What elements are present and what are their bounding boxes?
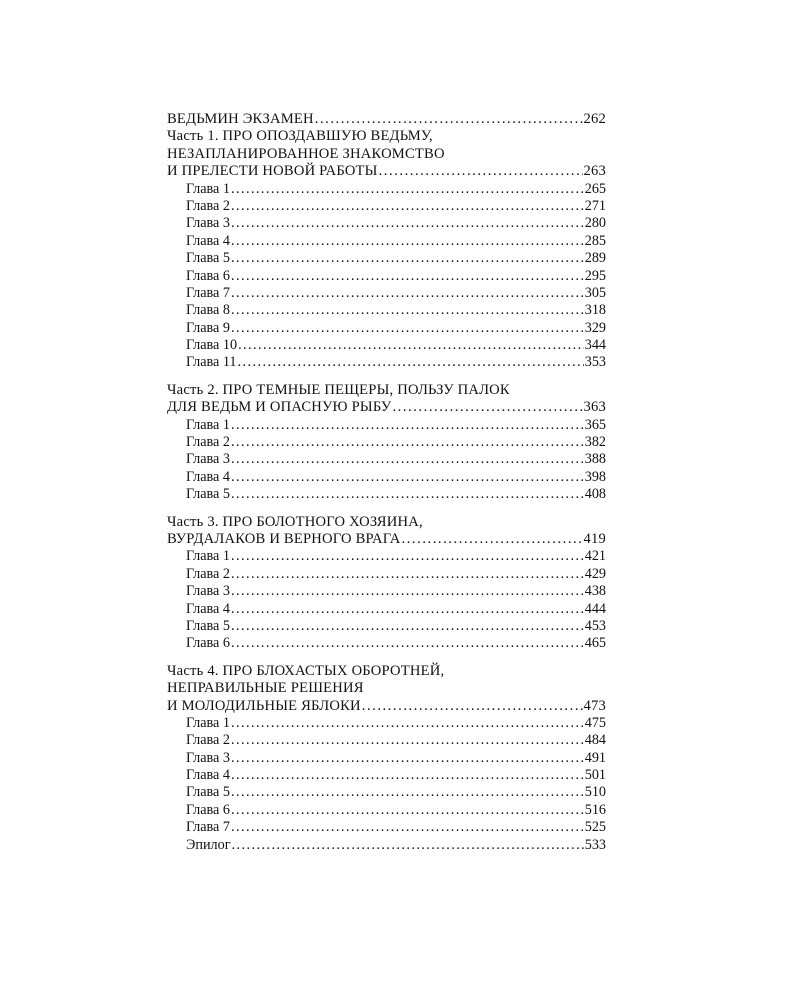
toc-chapter-entry[interactable]: [167, 233, 606, 250]
toc-page-number: 295: [584, 267, 606, 284]
part-title-text: НЕПРАВИЛЬНЫЕ РЕШЕНИЯ: [167, 680, 364, 697]
toc-chapter-entry[interactable]: [167, 285, 606, 302]
toc-chapter-entry[interactable]: [167, 181, 606, 198]
part-title-entry[interactable]: [167, 698, 606, 715]
toc-entry-intro[interactable]: [167, 111, 606, 128]
toc-page-number: 453: [584, 617, 606, 634]
toc-chapter-entry[interactable]: [167, 417, 606, 434]
toc-chapter-entry[interactable]: [167, 486, 606, 503]
chapter-label: Глава 1: [186, 714, 230, 731]
toc-chapter-entry[interactable]: [167, 819, 606, 836]
toc-page-number: 382: [584, 434, 606, 451]
chapter-label: Глава 7: [186, 819, 230, 836]
toc-page-number: 475: [584, 714, 606, 731]
toc-page-number: 289: [584, 250, 606, 267]
dot-leader: [231, 819, 584, 836]
chapter-label: Глава 5: [186, 617, 230, 634]
toc-chapter-entry[interactable]: [167, 268, 606, 285]
chapter-label: Глава 3: [186, 749, 230, 766]
part-title-text: И МОЛОДИЛЬНЫЕ ЯБЛОКИ: [167, 697, 361, 714]
toc-page-number: 280: [584, 215, 606, 232]
toc-page-number: 271: [584, 197, 606, 214]
chapter-label: Глава 1: [186, 548, 230, 565]
toc-page-number: 305: [584, 284, 606, 301]
part-title-text: И ПРЕЛЕСТИ НОВОЙ РАБОТЫ: [167, 163, 378, 180]
toc-chapter-entry[interactable]: [167, 618, 606, 635]
chapter-label: Глава 11: [186, 354, 237, 371]
part-title-text: НЕЗАПЛАНИРОВАННОЕ ЗНАКОМСТВО: [167, 145, 445, 162]
dot-leader: [231, 181, 584, 198]
chapter-label: Глава 6: [186, 801, 230, 818]
toc-page-number: 429: [584, 565, 606, 582]
toc-page-number: 388: [584, 451, 606, 468]
toc-chapter-entry[interactable]: [167, 548, 606, 565]
chapter-label: Глава 9: [186, 319, 230, 336]
toc-page-number: 398: [584, 468, 606, 485]
chapter-label: Глава 6: [186, 267, 230, 284]
chapter-label: Глава 6: [186, 635, 230, 652]
part-title-entry[interactable]: [167, 163, 606, 180]
part-spacer: [167, 372, 606, 382]
dot-leader: [231, 635, 584, 652]
dot-leader: [231, 784, 584, 801]
chapter-label: Эпилог: [186, 836, 231, 853]
chapter-label: Глава 3: [186, 583, 230, 600]
toc-page-number: 516: [584, 801, 606, 818]
toc-page-number: 525: [584, 819, 606, 836]
toc-part-1: [167, 128, 606, 371]
dot-leader: [231, 618, 584, 635]
dot-leader: [231, 469, 584, 486]
toc-chapter-entry[interactable]: [167, 215, 606, 232]
toc-chapter-entry[interactable]: [167, 802, 606, 819]
toc-part-2: [167, 372, 606, 504]
chapter-label: Глава 5: [186, 250, 230, 267]
toc-page-number: 533: [584, 836, 606, 853]
toc-page-number: 353: [584, 354, 606, 371]
toc-page-number: 329: [584, 319, 606, 336]
toc-chapter-entry[interactable]: [167, 250, 606, 267]
toc-chapter-entry[interactable]: [167, 320, 606, 337]
chapter-label: Глава 5: [186, 784, 230, 801]
part-title-line: [167, 663, 606, 680]
chapter-label: Глава 1: [186, 416, 230, 433]
part-title-text: ВУРДАЛАКОВ И ВЕРНОГО ВРАГА: [167, 530, 401, 547]
toc-chapter-entry[interactable]: [167, 583, 606, 600]
toc-chapter-entry[interactable]: [167, 601, 606, 618]
part-title-line: [167, 146, 606, 163]
part-title-line: [167, 382, 606, 399]
toc-chapter-entry[interactable]: [167, 732, 606, 749]
toc-chapter-entry[interactable]: [167, 635, 606, 652]
dot-leader: [231, 285, 584, 302]
dot-leader: [231, 215, 584, 232]
toc-page-number: 363: [583, 399, 606, 416]
dot-leader: [231, 583, 584, 600]
toc-page-number: 262: [583, 111, 606, 127]
toc-page-number: 473: [583, 697, 606, 714]
toc-chapter-entry[interactable]: [167, 198, 606, 215]
toc-chapter-entry[interactable]: [167, 715, 606, 732]
dot-leader: [231, 302, 584, 319]
toc-chapter-entry[interactable]: [167, 337, 606, 354]
part-title-text: Часть 1. ПРО ОПОЗДАВШУЮ ВЕДЬМУ,: [167, 128, 433, 145]
part-title-entry[interactable]: [167, 399, 606, 416]
dot-leader: [231, 434, 584, 451]
toc-entry-title: ВЕДЬМИН ЭКЗАМЕН: [167, 111, 314, 127]
dot-leader: [231, 268, 584, 285]
chapter-label: Глава 2: [186, 732, 230, 749]
toc-page-number: 484: [584, 732, 606, 749]
toc-chapter-entry[interactable]: [167, 302, 606, 319]
chapter-label: Глава 4: [186, 767, 230, 784]
dot-leader: [231, 233, 584, 250]
dot-leader: [402, 531, 583, 548]
toc-page-number: 318: [584, 302, 606, 319]
toc-page-number: 344: [584, 337, 606, 354]
chapter-label: Глава 2: [186, 565, 230, 582]
dot-leader: [362, 698, 583, 715]
chapter-label: Глава 3: [186, 451, 230, 468]
chapter-label: Глава 5: [186, 486, 230, 503]
toc-page-number: 501: [584, 767, 606, 784]
dot-leader: [238, 337, 584, 354]
chapter-label: Глава 8: [186, 302, 230, 319]
toc-parts: [167, 128, 606, 854]
dot-leader: [231, 417, 584, 434]
toc-chapter-entry[interactable]: [167, 750, 606, 767]
dot-leader: [379, 163, 583, 180]
toc-chapter-entry[interactable]: [167, 784, 606, 801]
toc-page-number: 438: [584, 583, 606, 600]
toc-chapter-entry[interactable]: [167, 566, 606, 583]
toc-chapter-entry[interactable]: [167, 434, 606, 451]
part-spacer: [167, 504, 606, 514]
dot-leader: [315, 111, 583, 128]
toc-page-number: 419: [583, 530, 606, 547]
part-title-line: [167, 680, 606, 697]
dot-leader: [231, 486, 584, 503]
toc-page-number: 444: [584, 600, 606, 617]
toc-page-number: 285: [584, 232, 606, 249]
dot-leader: [231, 198, 584, 215]
part-title-text: Часть 2. ПРО ТЕМНЫЕ ПЕЩЕРЫ, ПОЛЬЗУ ПАЛОК: [167, 381, 510, 398]
toc-page-number: 365: [584, 416, 606, 433]
dot-leader: [231, 320, 584, 337]
toc-chapter-entry[interactable]: [167, 469, 606, 486]
toc-page-number: 263: [583, 163, 606, 180]
dot-leader: [231, 566, 584, 583]
part-title-line: [167, 128, 606, 145]
dot-leader: [231, 767, 584, 784]
dot-leader: [231, 548, 584, 565]
part-title-text: Часть 3. ПРО БОЛОТНОГО ХОЗЯИНА,: [167, 513, 423, 530]
toc-page-number: 510: [584, 784, 606, 801]
part-spacer: [167, 653, 606, 663]
toc-part-3: [167, 504, 606, 653]
dot-leader: [231, 715, 584, 732]
dot-leader: [232, 837, 584, 854]
dot-leader: [231, 802, 584, 819]
dot-leader: [238, 354, 584, 371]
chapter-label: Глава 10: [186, 337, 238, 354]
chapter-label: Глава 2: [186, 434, 230, 451]
dot-leader: [231, 732, 584, 749]
toc-chapter-entry[interactable]: [167, 767, 606, 784]
chapter-label: Глава 7: [186, 284, 230, 301]
toc-chapter-entry[interactable]: [167, 451, 606, 468]
dot-leader: [231, 451, 584, 468]
dot-leader: [392, 399, 582, 416]
chapter-label: Глава 4: [186, 600, 230, 617]
chapter-label: Глава 2: [186, 197, 230, 214]
part-title-text: Часть 4. ПРО БЛОХАСТЫХ ОБОРОТНЕЙ,: [167, 662, 445, 679]
part-title-line: [167, 514, 606, 531]
part-title-text: ДЛЯ ВЕДЬМ И ОПАСНУЮ РЫБУ: [167, 399, 392, 416]
table-of-contents: [167, 111, 606, 854]
toc-page-number: 465: [584, 635, 606, 652]
dot-leader: [231, 601, 584, 618]
chapter-label: Глава 4: [186, 468, 230, 485]
dot-leader: [231, 250, 584, 267]
toc-page-number: 408: [584, 486, 606, 503]
part-title-entry[interactable]: [167, 531, 606, 548]
toc-chapter-entry[interactable]: [167, 837, 606, 854]
toc-page-number: 421: [584, 548, 606, 565]
toc-page-number: 491: [584, 749, 606, 766]
chapter-label: Глава 3: [186, 215, 230, 232]
toc-chapter-entry[interactable]: [167, 354, 606, 371]
chapter-label: Глава 4: [186, 232, 230, 249]
dot-leader: [231, 750, 584, 767]
toc-page-number: 265: [584, 180, 606, 197]
chapter-label: Глава 1: [186, 180, 230, 197]
toc-part-4: [167, 653, 606, 854]
